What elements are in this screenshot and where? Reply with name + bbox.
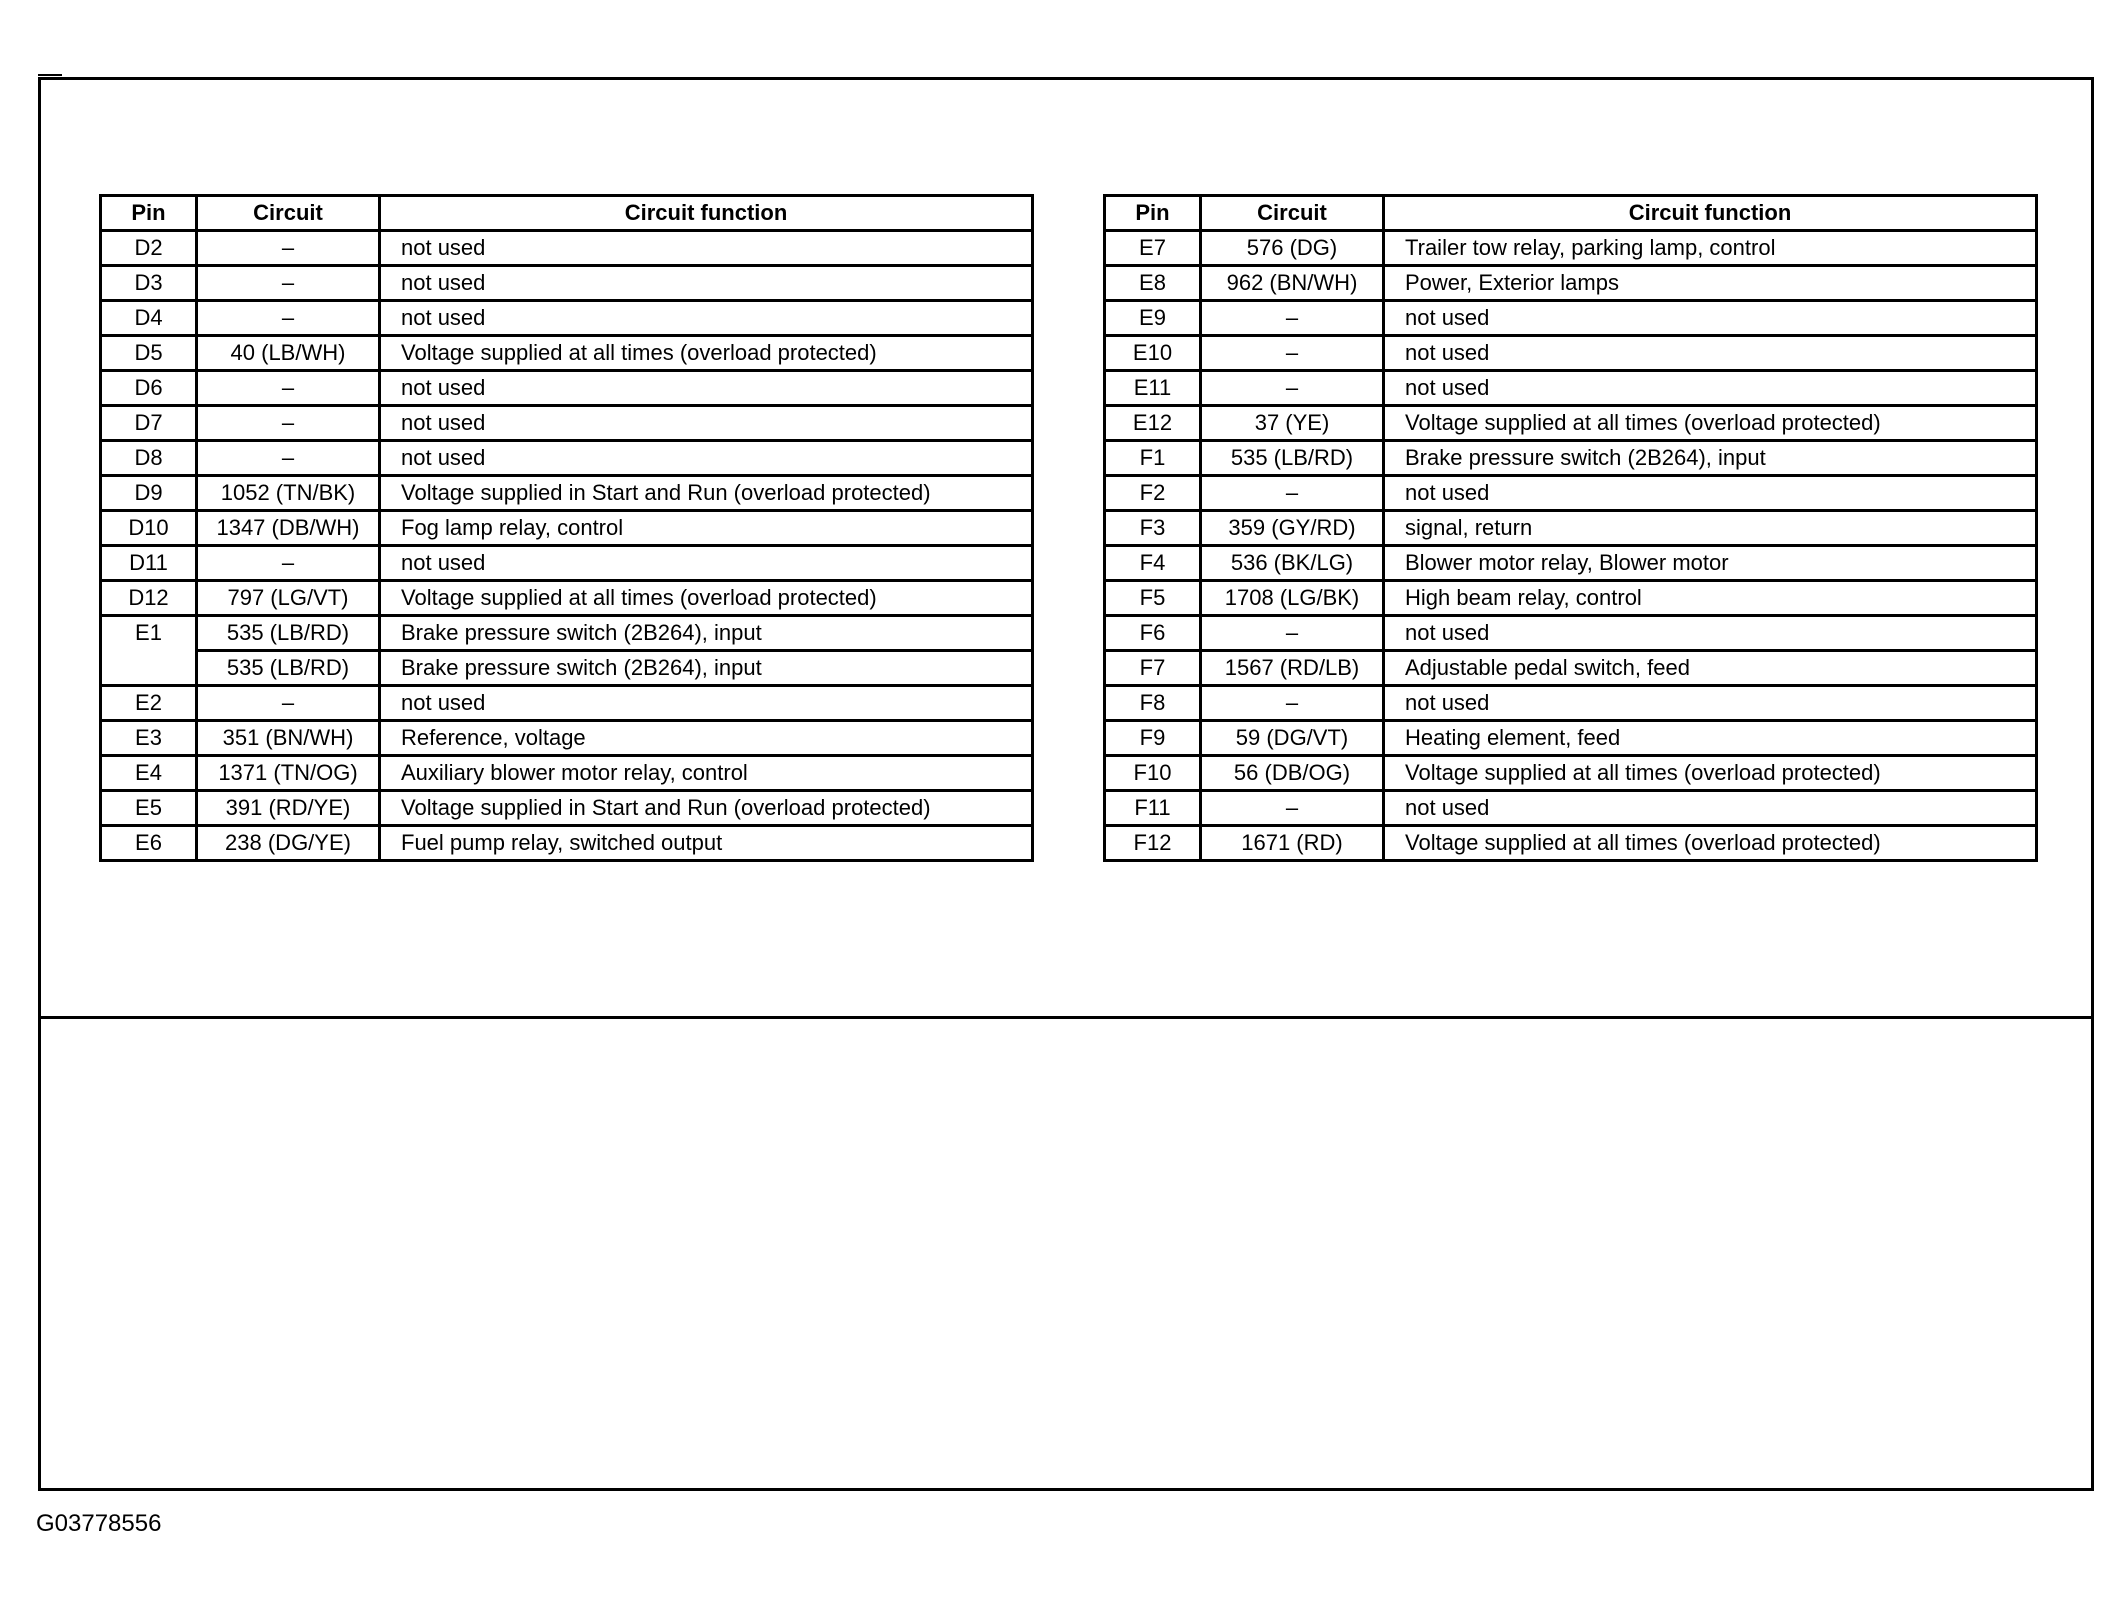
table-row xyxy=(1105,546,2037,581)
pin-cell: D8 xyxy=(101,441,197,476)
table-row xyxy=(101,406,1033,441)
circuit-function-cell: Brake pressure switch (2B264), input xyxy=(380,651,1033,686)
header-circuit-function: Circuit function xyxy=(380,196,1033,231)
pin-cell: E1 xyxy=(101,616,197,686)
circuit-cell: 359 (GY/RD) xyxy=(1201,511,1384,546)
circuit-cell: 56 (DB/OG) xyxy=(1201,756,1384,791)
table-row xyxy=(1105,756,2037,791)
circuit-cell: – xyxy=(197,371,380,406)
circuit-cell: 1052 (TN/BK) xyxy=(197,476,380,511)
circuit-cell: – xyxy=(197,266,380,301)
pin-cell: D10 xyxy=(101,511,197,546)
pin-table-right-body xyxy=(1105,231,2037,861)
circuit-cell: 535 (LB/RD) xyxy=(197,651,380,686)
table-row xyxy=(1105,686,2037,721)
header-circuit-function: Circuit function xyxy=(1384,196,2037,231)
pin-cell: D4 xyxy=(101,301,197,336)
pin-cell: D9 xyxy=(101,476,197,511)
circuit-cell: – xyxy=(1201,476,1384,511)
circuit-function-cell: Brake pressure switch (2B264), input xyxy=(380,616,1033,651)
circuit-function-cell: Voltage supplied at all times (overload protected) xyxy=(380,336,1033,371)
circuit-function-cell: Heating element, feed xyxy=(1384,721,2037,756)
table-row xyxy=(1105,826,2037,861)
frame-corner-stub xyxy=(38,74,62,76)
pin-cell: E9 xyxy=(1105,301,1201,336)
pin-cell: D6 xyxy=(101,371,197,406)
pin-cell: F12 xyxy=(1105,826,1201,861)
table-row xyxy=(101,301,1033,336)
empty-notes-frame xyxy=(38,1016,2094,1491)
circuit-cell: – xyxy=(1201,336,1384,371)
circuit-cell: 59 (DG/VT) xyxy=(1201,721,1384,756)
pin-cell: D5 xyxy=(101,336,197,371)
table-row xyxy=(1105,371,2037,406)
circuit-function-cell: not used xyxy=(1384,301,2037,336)
pin-cell: F5 xyxy=(1105,581,1201,616)
circuit-cell: 962 (BN/WH) xyxy=(1201,266,1384,301)
pin-cell: E6 xyxy=(101,826,197,861)
circuit-cell: – xyxy=(1201,371,1384,406)
circuit-function-cell: not used xyxy=(380,546,1033,581)
table-row xyxy=(101,721,1033,756)
circuit-function-cell: Voltage supplied at all times (overload protected) xyxy=(1384,406,2037,441)
circuit-function-cell: Voltage supplied in Start and Run (overload protected) xyxy=(380,791,1033,826)
circuit-function-cell: not used xyxy=(380,371,1033,406)
pin-cell: F2 xyxy=(1105,476,1201,511)
pin-cell: D3 xyxy=(101,266,197,301)
pin-cell: E2 xyxy=(101,686,197,721)
table-row xyxy=(1105,581,2037,616)
table-row xyxy=(101,476,1033,511)
pin-table-left xyxy=(99,194,1034,862)
circuit-function-cell: not used xyxy=(380,231,1033,266)
pin-cell: F7 xyxy=(1105,651,1201,686)
pin-cell: F9 xyxy=(1105,721,1201,756)
pin-cell: F11 xyxy=(1105,791,1201,826)
pin-cell: E4 xyxy=(101,756,197,791)
table-row xyxy=(101,581,1033,616)
circuit-function-cell: not used xyxy=(1384,476,2037,511)
circuit-cell: – xyxy=(197,231,380,266)
circuit-function-cell: Blower motor relay, Blower motor xyxy=(1384,546,2037,581)
circuit-function-cell: not used xyxy=(380,406,1033,441)
table-row xyxy=(1105,476,2037,511)
circuit-function-cell: Fuel pump relay, switched output xyxy=(380,826,1033,861)
table-row xyxy=(101,791,1033,826)
circuit-function-cell: Voltage supplied at all times (overload protected) xyxy=(1384,756,2037,791)
header-pin: Pin xyxy=(1105,196,1201,231)
circuit-function-cell: Voltage supplied at all times (overload protected) xyxy=(380,581,1033,616)
table-row xyxy=(1105,336,2037,371)
header-pin: Pin xyxy=(101,196,197,231)
circuit-function-cell: Trailer tow relay, parking lamp, control xyxy=(1384,231,2037,266)
pin-cell: E8 xyxy=(1105,266,1201,301)
pin-cell: F4 xyxy=(1105,546,1201,581)
circuit-cell: – xyxy=(197,441,380,476)
table-row xyxy=(1105,511,2037,546)
circuit-function-cell: signal, return xyxy=(1384,511,2037,546)
circuit-cell: – xyxy=(1201,616,1384,651)
table-row xyxy=(101,266,1033,301)
pin-table-right xyxy=(1103,194,2038,862)
circuit-function-cell: not used xyxy=(380,441,1033,476)
circuit-cell: 1371 (TN/OG) xyxy=(197,756,380,791)
pin-cell: F10 xyxy=(1105,756,1201,791)
figure-id: G03778556 xyxy=(36,1510,162,1537)
circuit-function-cell: Fog lamp relay, control xyxy=(380,511,1033,546)
circuit-function-cell: not used xyxy=(380,266,1033,301)
table-row xyxy=(101,511,1033,546)
pin-cell: D11 xyxy=(101,546,197,581)
circuit-cell: 40 (LB/WH) xyxy=(197,336,380,371)
circuit-cell: 535 (LB/RD) xyxy=(197,616,380,651)
table-row xyxy=(1105,301,2037,336)
pin-cell: F8 xyxy=(1105,686,1201,721)
circuit-cell: – xyxy=(197,301,380,336)
table-row xyxy=(101,686,1033,721)
circuit-function-cell: not used xyxy=(380,686,1033,721)
table-row xyxy=(1105,441,2037,476)
table-row xyxy=(101,756,1033,791)
circuit-cell: 351 (BN/WH) xyxy=(197,721,380,756)
table-row xyxy=(101,616,1033,651)
pin-cell: D12 xyxy=(101,581,197,616)
circuit-cell: 1671 (RD) xyxy=(1201,826,1384,861)
circuit-cell: – xyxy=(197,546,380,581)
circuit-cell: – xyxy=(197,686,380,721)
table-row xyxy=(101,336,1033,371)
circuit-function-cell: not used xyxy=(1384,336,2037,371)
circuit-function-cell: Power, Exterior lamps xyxy=(1384,266,2037,301)
circuit-function-cell: High beam relay, control xyxy=(1384,581,2037,616)
circuit-cell: 37 (YE) xyxy=(1201,406,1384,441)
table-header-row xyxy=(101,196,1033,231)
header-circuit: Circuit xyxy=(1201,196,1384,231)
pin-cell: F3 xyxy=(1105,511,1201,546)
circuit-cell: – xyxy=(197,406,380,441)
pin-cell: F6 xyxy=(1105,616,1201,651)
circuit-cell: 391 (RD/YE) xyxy=(197,791,380,826)
circuit-function-cell: not used xyxy=(1384,686,2037,721)
table-row xyxy=(1105,406,2037,441)
circuit-function-cell: not used xyxy=(1384,791,2037,826)
circuit-function-cell: not used xyxy=(380,301,1033,336)
circuit-cell: – xyxy=(1201,301,1384,336)
table-row xyxy=(101,371,1033,406)
circuit-cell: 238 (DG/YE) xyxy=(197,826,380,861)
circuit-function-cell: Auxiliary blower motor relay, control xyxy=(380,756,1033,791)
circuit-cell: – xyxy=(1201,686,1384,721)
circuit-cell: 1708 (LG/BK) xyxy=(1201,581,1384,616)
pin-cell: E11 xyxy=(1105,371,1201,406)
circuit-function-cell: not used xyxy=(1384,616,2037,651)
circuit-function-cell: Voltage supplied in Start and Run (overload protected) xyxy=(380,476,1033,511)
pin-cell: F1 xyxy=(1105,441,1201,476)
circuit-cell: 576 (DG) xyxy=(1201,231,1384,266)
pin-cell: D2 xyxy=(101,231,197,266)
circuit-function-cell: not used xyxy=(1384,371,2037,406)
pin-cell: E7 xyxy=(1105,231,1201,266)
circuit-cell: 797 (LG/VT) xyxy=(197,581,380,616)
table-row xyxy=(1105,651,2037,686)
table-row xyxy=(101,826,1033,861)
pin-cell: E12 xyxy=(1105,406,1201,441)
header-circuit: Circuit xyxy=(197,196,380,231)
pin-cell: E10 xyxy=(1105,336,1201,371)
table-row xyxy=(1105,231,2037,266)
table-row xyxy=(101,441,1033,476)
table-row xyxy=(101,546,1033,581)
circuit-function-cell: Voltage supplied at all times (overload protected) xyxy=(1384,826,2037,861)
table-row xyxy=(1105,266,2037,301)
table-row xyxy=(1105,616,2037,651)
pin-cell: E5 xyxy=(101,791,197,826)
circuit-function-cell: Brake pressure switch (2B264), input xyxy=(1384,441,2037,476)
pin-cell: D7 xyxy=(101,406,197,441)
circuit-cell: 1567 (RD/LB) xyxy=(1201,651,1384,686)
circuit-function-cell: Reference, voltage xyxy=(380,721,1033,756)
table-row xyxy=(101,651,1033,686)
pin-table-left-body xyxy=(101,231,1033,861)
table-row xyxy=(101,231,1033,266)
circuit-cell: – xyxy=(1201,791,1384,826)
circuit-cell: 536 (BK/LG) xyxy=(1201,546,1384,581)
circuit-cell: 535 (LB/RD) xyxy=(1201,441,1384,476)
pin-cell: E3 xyxy=(101,721,197,756)
table-row xyxy=(1105,791,2037,826)
circuit-cell: 1347 (DB/WH) xyxy=(197,511,380,546)
circuit-function-cell: Adjustable pedal switch, feed xyxy=(1384,651,2037,686)
table-row xyxy=(1105,721,2037,756)
table-header-row xyxy=(1105,196,2037,231)
